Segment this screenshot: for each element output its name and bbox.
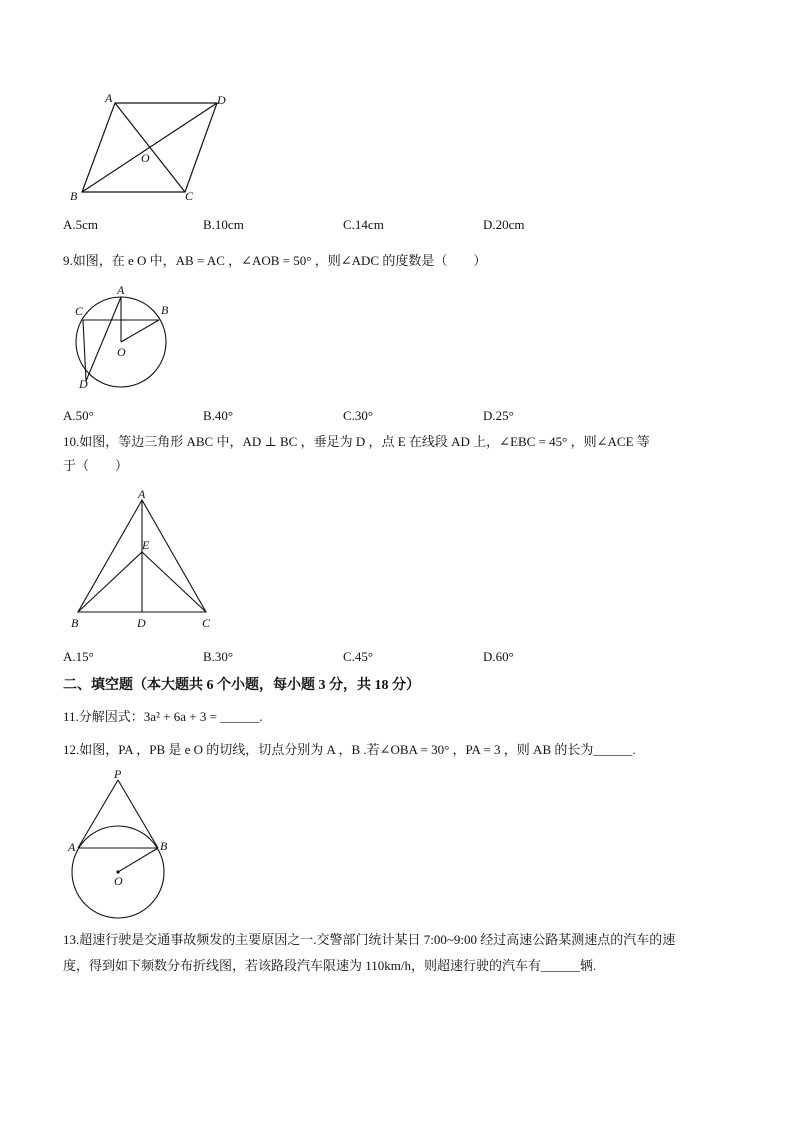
q10-stem-line1: 10.如图，等边三角形 ABC 中，AD ⊥ BC ，垂足为 D ，点 E 在线段 AD 上，∠EBC = 45° ，则∠ACE 等 bbox=[63, 434, 650, 449]
label-p: P bbox=[114, 768, 122, 781]
q10-option-c: C.45° bbox=[343, 649, 374, 664]
label-d: D bbox=[79, 377, 88, 391]
label-b: B bbox=[161, 303, 169, 317]
label-e: E bbox=[142, 538, 150, 552]
label-c: C bbox=[202, 616, 211, 630]
label-a: A bbox=[105, 91, 113, 105]
q9-figure bbox=[66, 284, 181, 401]
label-b: B bbox=[71, 616, 79, 630]
chord-cd bbox=[83, 320, 86, 381]
q11-stem: 11.分解因式：3a² + 6a + 3 = ______. bbox=[63, 709, 263, 724]
q8-option-b: B.10cm bbox=[203, 217, 244, 232]
label-b: B bbox=[70, 189, 78, 203]
label-o: O bbox=[117, 345, 126, 359]
q13-stem-line1: 13.超速行驶是交通事故频发的主要原因之一.交警部门统计某日 7:00~9:00 经过高速公路某测速点的汽车的速 bbox=[63, 932, 676, 947]
q10-stem-line2: 于（ ） bbox=[63, 458, 129, 473]
tangent-pb bbox=[118, 780, 158, 848]
label-a: A bbox=[117, 284, 125, 297]
label-o: O bbox=[114, 874, 123, 888]
label-a: A bbox=[68, 840, 76, 854]
q9-option-c: C.30° bbox=[343, 408, 374, 423]
label-c: C bbox=[185, 189, 194, 203]
q12-figure bbox=[62, 768, 182, 928]
radius-ob bbox=[118, 848, 158, 872]
q9-stem: 9.如图，在 e O 中，AB = AC ，∠AOB = 50° ，则∠ADC 的度数是（ ） bbox=[63, 253, 487, 268]
label-b: B bbox=[160, 839, 168, 853]
label-d: D bbox=[137, 616, 146, 630]
label-o: O bbox=[141, 151, 150, 165]
q8-figure bbox=[60, 88, 250, 211]
chord-ad bbox=[86, 297, 121, 381]
q10-option-d: D.60° bbox=[483, 649, 514, 664]
q10-option-b: B.30° bbox=[203, 649, 234, 664]
segment-be bbox=[78, 552, 142, 612]
label-a: A bbox=[138, 488, 146, 501]
q9-option-b: B.40° bbox=[203, 408, 234, 423]
q12-stem: 12.如图，PA ，PB 是 e O 的切线，切点分别为 A ，B .若∠OBA = 30° ，PA = 3 ，则 AB 的长为______. bbox=[63, 742, 636, 757]
q10-option-a: A.15° bbox=[63, 649, 94, 664]
q8-option-d: D.20cm bbox=[483, 217, 525, 232]
q9-option-d: D.25° bbox=[483, 408, 514, 423]
section2-heading: 二、填空题（本大题共 6 个小题，每小题 3 分，共 18 分） bbox=[63, 678, 420, 693]
q9-option-a: A.50° bbox=[63, 408, 94, 423]
radius-ob bbox=[121, 320, 159, 342]
diagonal-bd bbox=[82, 103, 217, 192]
q13-stem-line2: 度，得到如下频数分布折线图，若该路段汽车限速为 110km/h，则超速行驶的汽车有______辆. bbox=[63, 958, 597, 973]
tangent-pa bbox=[78, 780, 118, 848]
segment-ce bbox=[142, 552, 206, 612]
q8-option-a: A.5cm bbox=[63, 217, 99, 232]
label-d: D bbox=[217, 93, 226, 107]
label-c: C bbox=[75, 304, 84, 318]
q10-figure bbox=[66, 488, 226, 638]
q8-option-c: C.14cm bbox=[343, 217, 384, 232]
